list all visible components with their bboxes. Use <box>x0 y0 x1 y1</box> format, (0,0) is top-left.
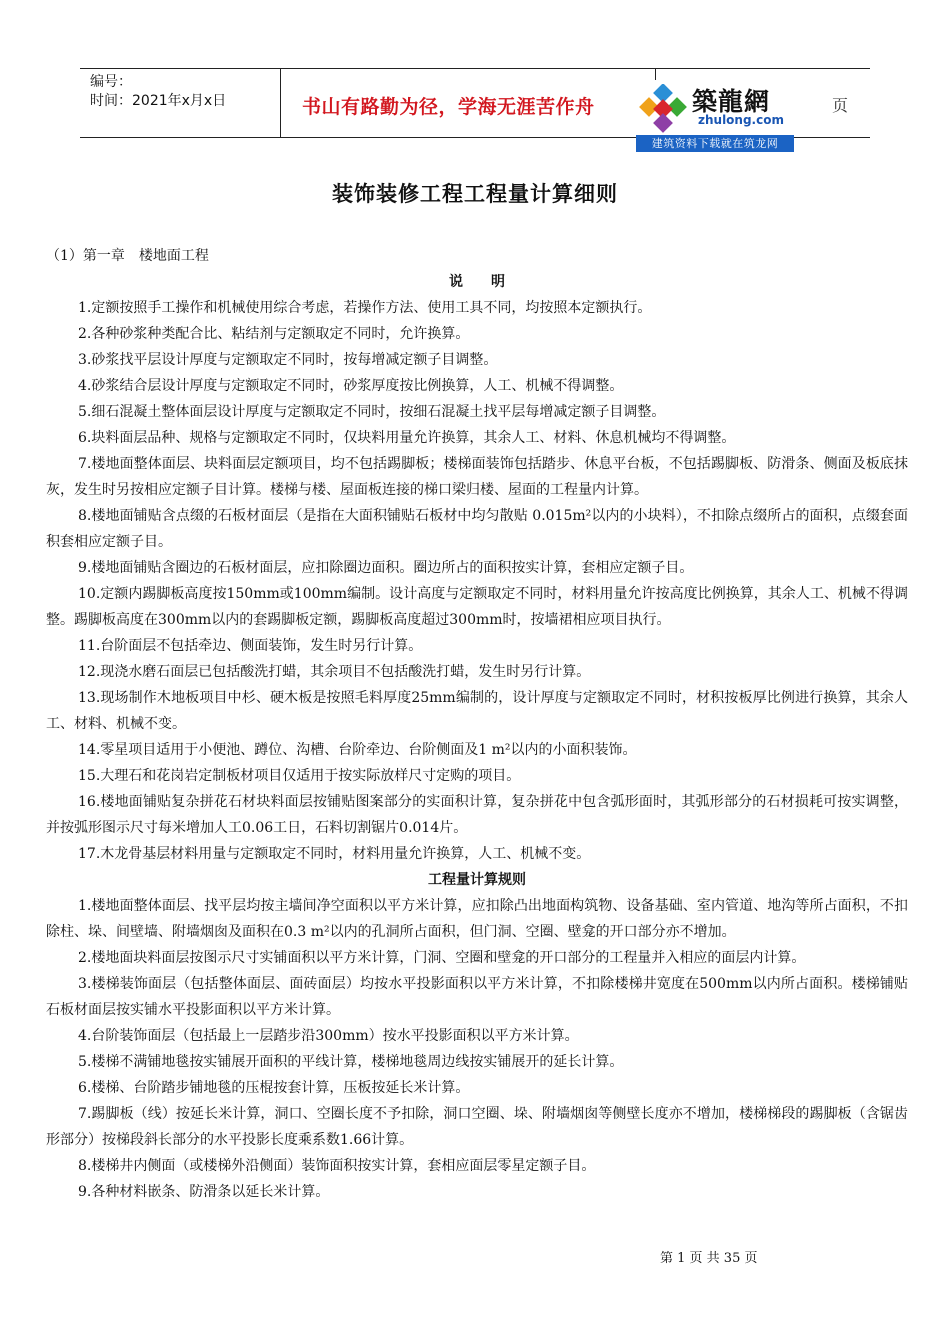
rule-item: 6.楼梯、台阶踏步铺地毯的压棍按套计算，压板按延长米计算。 <box>78 1080 470 1096</box>
note-item: 5.细石混凝土整体面层设计厚度与定额取定不同时，按细石混凝土找平层每增减定额子目调整。 <box>78 404 666 420</box>
rule-item: 4.台阶装饰面层（包括最上一层踏步沿300mm）按水平投影面积以平方米计算。 <box>78 1028 579 1044</box>
section-heading-notes: 说 明 <box>449 274 505 290</box>
note-item: 2.各种砂浆种类配合比、粘结剂与定额取定不同时，允许换算。 <box>78 326 470 342</box>
header-meta <box>80 69 281 137</box>
note-item: 6.块料面层品种、规格与定额取定不同时，仅块料用量允许换算，其余人工、材料、休息机械均不得调整。 <box>78 430 736 446</box>
note-item: 12.现浇水磨石面层已包括酸洗打蜡，其余项目不包括酸洗打蜡，发生时另行计算。 <box>78 664 591 680</box>
rule-item: 8.楼梯井内侧面（或楼梯外沿侧面）装饰面积按实计算，套相应面层零星定额子目。 <box>78 1158 596 1174</box>
document-body <box>46 243 908 1205</box>
header-right-stub: 页 <box>832 96 849 115</box>
rule-item: 7.踢脚板（线）按延长米计算，洞口、空圈长度不予扣除，洞口空圈、垛、附墙烟囱等侧壁长度亦不增加，楼梯梯段的踢脚板（含锯齿形部分）按梯段斜长部分的水平投影长度乘系数1.66计算。 <box>46 1106 908 1148</box>
note-item: 8.楼地面铺贴含点缀的石板材面层（是指在大面积铺贴石板材中均匀散贴 0.015m²以内的小块料），不扣除点缀所占的面积，点缀套面积套相应定额子目。 <box>46 508 908 550</box>
section-heading-rules: 工程量计算规则 <box>428 872 526 888</box>
note-item: 15.大理石和花岗岩定制板材项目仅适用于按实际放样尺寸定购的项目。 <box>78 768 521 784</box>
logo-mosaic-icon <box>638 84 688 134</box>
note-item: 9.楼地面铺贴含圈边的石板材面层，应扣除圈边面积。圈边所占的面积按实计算，套相应定额子目。 <box>78 560 694 576</box>
page-number: 第 1 页 共 35 页 <box>660 1251 758 1266</box>
note-item: 16.楼地面铺贴复杂拼花石材块料面层按铺贴图案部分的实面积计算，复杂拼花中包含弧形面时，其弧形部分的石材损耗可按实调整，并按弧形图示尺寸每米增加人工0.06工日，石料切割锯片0.014片。 <box>46 794 908 836</box>
note-item: 14.零星项目适用于小便池、蹲位、沟槽、台阶牵边、台阶侧面及1 m²以内的小面积装饰。 <box>78 742 637 758</box>
rule-item: 9.各种材料嵌条、防滑条以延长米计算。 <box>78 1184 330 1200</box>
document-date-label: 时间：2021年x月x日 <box>90 93 227 109</box>
note-item: 4.砂浆结合层设计厚度与定额取定不同时，砂浆厚度按比例换算，人工、机械不得调整。 <box>78 378 624 394</box>
note-item: 1.定额按照手工操作和机械使用综合考虑，若操作方法、使用工具不同，均按照本定额执行。 <box>78 300 652 316</box>
note-item: 3.砂浆找平层设计厚度与定额取定不同时，按每增减定额子目调整。 <box>78 352 498 368</box>
zhulong-logo <box>636 80 794 152</box>
rule-item: 3.楼梯装饰面层（包括整体面层、面砖面层）均按水平投影面积以平方米计算，不扣除楼梯井宽度在500mm以内所占面积。楼梯铺贴石板材面层按实铺水平投影面积以平方米计算。 <box>46 976 908 1018</box>
note-item: 13.现场制作木地板项目中杉、硬木板是按照毛料厚度25mm编制的，设计厚度与定额取定不同时，材积按板厚比例进行换算，其余人工、材料、机械不变。 <box>46 690 908 732</box>
logo-name: 築龍網 <box>692 87 771 116</box>
note-item: 10.定额内踢脚板高度按150mm或100mm编制。设计高度与定额取定不同时，材料用量允许按高度比例换算，其余人工、机械不得调整。踢脚板高度在300mm以内的套踢脚板定额，踢脚板高度超过300mm时，按墙裙相应项目执行。 <box>46 586 908 628</box>
header-motto: 书山有路勤为径，学海无涯苦作舟 <box>302 96 595 118</box>
note-item: 17.木龙骨基层材料用量与定额取定不同时，材料用量允许换算，人工、机械不变。 <box>78 846 591 862</box>
logo-domain: zhulong.com <box>698 113 784 127</box>
note-item: 11.台阶面层不包括牵边、侧面装饰，发生时另行计算。 <box>78 638 423 654</box>
rule-item: 1.楼地面整体面层、找平层均按主墙间净空面积以平方米计算，应扣除凸出地面构筑物、设备基础、室内管道、地沟等所占面积，不扣除柱、垛、间壁墙、附墙烟囱及面积在0.3 m²以内的孔洞所占面积，但门洞、空圈、壁龛的开口部分亦不增加。 <box>46 898 908 940</box>
document-number-label: 编号： <box>90 74 132 90</box>
chapter-heading: （1）第一章 楼地面工程 <box>46 248 209 264</box>
notes-list <box>46 295 908 867</box>
document-title: 装饰装修工程工程量计算细则 <box>332 182 618 206</box>
rule-item: 2.楼地面块料面层按图示尺寸实铺面积以平方米计算，门洞、空圈和壁龛的开口部分的工程量并入相应的面层内计算。 <box>78 950 806 966</box>
logo-tagline: 建筑资料下载就在筑龙网 <box>636 135 794 152</box>
note-item: 7.楼地面整体面层、块料面层定额项目，均不包括踢脚板；楼梯面装饰包括踏步、休息平台板，不包括踢脚板、防滑条、侧面及板底抹灰，发生时另按相应定额子目计算。楼梯与楼、屋面板连接的梯口梁归楼、屋面的工程量内计算。 <box>46 456 908 498</box>
rule-item: 5.楼梯不满铺地毯按实铺展开面积的平线计算，楼梯地毯周边线按实铺展开的延长计算。 <box>78 1054 624 1070</box>
rules-list <box>46 893 908 1205</box>
